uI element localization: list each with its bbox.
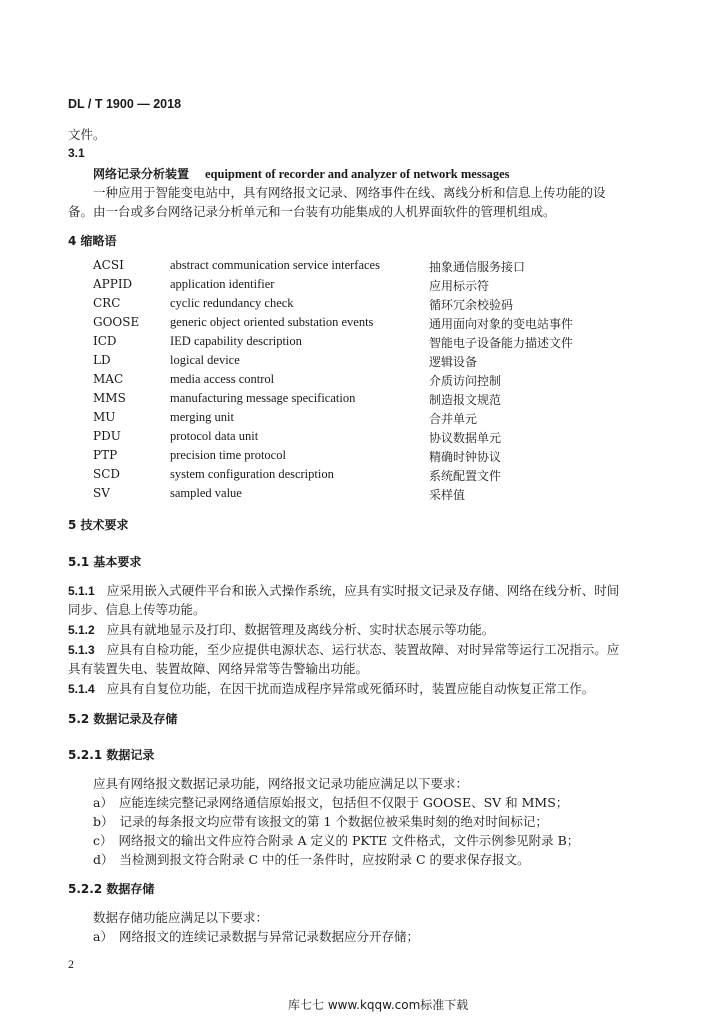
clause-text: 应具有自复位功能，在因干扰而造成程序异常或死循环时，装置应能自动恢复正常工作。 xyxy=(106,681,595,696)
abbreviation-english: system configuration description xyxy=(170,467,334,481)
abbreviation-english: protocol data unit xyxy=(170,429,259,443)
clause-text: 应采用嵌入式硬件平台和嵌入式操作系统，应具有实时报文记录及存储、网络在线分析、时间 xyxy=(106,583,620,598)
section-5-heading: 5 技术要求 xyxy=(68,518,129,532)
abbreviation-chinese: 循环冗余校验码 xyxy=(429,298,514,312)
abbreviation-english: media access control xyxy=(170,372,275,386)
section-5-1-heading: 5.1 基本要求 xyxy=(68,555,142,569)
list-text: 应能连续完整记录网络通信原始报文，包括但不仅限于 GOOSE、SV 和 MMS； xyxy=(118,795,569,810)
list-marker: b） xyxy=(93,814,114,829)
abbreviation-english: IED capability description xyxy=(170,334,302,348)
abbreviation-english: manufacturing message specification xyxy=(170,391,356,405)
clause-5-1-3-line-1 xyxy=(68,640,619,660)
list-text: 网络报文的输出文件应符合附录 A 定义的 PKTE 文件格式，文件示例参见附录 B； xyxy=(118,833,580,848)
list-marker: a） xyxy=(93,795,113,810)
abbreviation: CRC xyxy=(93,296,121,310)
abbreviation: SCD xyxy=(93,467,121,481)
abbreviation-chinese: 通用面向对象的变电站事件 xyxy=(429,317,574,331)
definition-line-2: 备。由一台或多台网络记录分析单元和一台装有功能集成的人机界面软件的管理机组成。 xyxy=(68,204,556,219)
abbreviation-chinese: 采样值 xyxy=(429,488,466,502)
abbreviation-english: application identifier xyxy=(170,277,275,291)
abbreviation-english: precision time protocol xyxy=(170,448,286,462)
section-5-2-1-heading: 5.2.1 数据记录 xyxy=(68,748,155,762)
list-item xyxy=(93,850,530,869)
abbreviation-chinese: 精确时钟协议 xyxy=(429,450,502,464)
clause-number: 5.1.3 xyxy=(68,643,95,657)
section-5-2-2-heading: 5.2.2 数据存储 xyxy=(68,882,155,896)
abbreviation: ACSI xyxy=(93,258,124,272)
abbreviation: MMS xyxy=(93,391,126,405)
abbreviation: APPID xyxy=(93,277,133,291)
abbreviation: PTP xyxy=(93,448,118,462)
standard-code: DL / T 1900 — 2018 xyxy=(68,97,182,111)
abbreviation-chinese: 制造报文规范 xyxy=(429,393,502,407)
clause-5-1-1-line-2: 同步、信息上传等功能。 xyxy=(68,602,206,617)
abbreviation: SV xyxy=(93,486,110,500)
list-item xyxy=(93,831,579,850)
definition-line-1: 一种应用于智能变电站中，具有网络报文记录、网络事件在线、离线分析和信息上传功能的设 xyxy=(93,185,606,200)
abbreviation-english: abstract communication service interfaces xyxy=(170,258,380,272)
abbreviation-english: sampled value xyxy=(170,486,242,500)
clause-5-1-4 xyxy=(68,679,594,699)
abbreviation-english: cyclic redundancy check xyxy=(170,296,294,310)
data-storage-intro: 数据存储功能应满足以下要求： xyxy=(93,910,269,925)
abbreviation: MAC xyxy=(93,372,124,386)
clause-5-1-1-line-1 xyxy=(68,581,619,601)
watermark-footer: 库七七 www.kqqw.com标准下载 xyxy=(288,998,469,1012)
continued-text: 文件。 xyxy=(68,127,106,142)
data-recording-intro: 应具有网络报文数据记录功能，网络报文记录功能应满足以下要求： xyxy=(93,776,469,791)
abbreviation: PDU xyxy=(93,429,121,443)
clause-5-1-2 xyxy=(68,620,494,640)
abbreviation: LD xyxy=(93,353,111,367)
abbreviation: ICD xyxy=(93,334,117,348)
abbreviation: MU xyxy=(93,410,116,424)
abbreviation-english: generic object oriented substation events xyxy=(170,315,374,329)
page-number: 2 xyxy=(68,957,74,971)
abbreviation-chinese: 应用标示符 xyxy=(429,279,490,293)
abbreviation: GOOSE xyxy=(93,315,140,329)
clause-5-1-3-line-2: 具有装置失电、装置故障、网络异常等告警输出功能。 xyxy=(68,661,369,676)
clause-number: 5.1.4 xyxy=(68,682,95,696)
term-zh: 网络记录分析装置 xyxy=(93,167,190,181)
list-text: 当检测到报文符合附录 C 中的任一条件时，应按附录 C 的要求保存报文。 xyxy=(119,852,530,867)
list-text: 网络报文的连续记录数据与异常记录数据应分开存储； xyxy=(118,929,419,944)
abbreviation-chinese: 智能电子设备能力描述文件 xyxy=(429,336,574,350)
list-marker: d） xyxy=(93,852,114,867)
list-text: 记录的每条报文均应带有该报文的第 1 个数据位被采集时刻的绝对时间标记； xyxy=(119,814,548,829)
abbreviation-chinese: 介质访问控制 xyxy=(429,374,502,388)
term-en: equipment of recorder and analyzer of network messages xyxy=(205,167,510,181)
abbreviation-chinese: 系统配置文件 xyxy=(429,469,502,483)
list-item xyxy=(93,927,419,946)
abbreviation-chinese: 协议数据单元 xyxy=(429,431,502,445)
clause-number: 5.1.1 xyxy=(68,584,95,598)
section-5-2-heading: 5.2 数据记录及存储 xyxy=(68,712,178,726)
clause-text: 应具有自检功能，至少应提供电源状态、运行状态、装置故障、对时异常等运行工况指示。应 xyxy=(106,642,620,657)
abbreviation-english: logical device xyxy=(170,353,240,367)
term-heading xyxy=(93,165,509,182)
section-4-heading: 4 缩略语 xyxy=(68,234,117,248)
clause-number: 5.1.2 xyxy=(68,623,95,637)
term-number: 3.1 xyxy=(68,146,85,160)
clause-text: 应具有就地显示及打印、数据管理及离线分析、实时状态展示等功能。 xyxy=(106,622,495,637)
list-marker: a） xyxy=(93,929,113,944)
abbreviation-chinese: 逻辑设备 xyxy=(429,355,478,369)
list-item xyxy=(93,793,568,812)
abbreviation-chinese: 抽象通信服务接口 xyxy=(429,260,526,274)
list-item xyxy=(93,812,548,831)
abbreviation-chinese: 合并单元 xyxy=(429,412,478,426)
abbreviation-english: merging unit xyxy=(170,410,235,424)
list-marker: c） xyxy=(93,833,113,848)
